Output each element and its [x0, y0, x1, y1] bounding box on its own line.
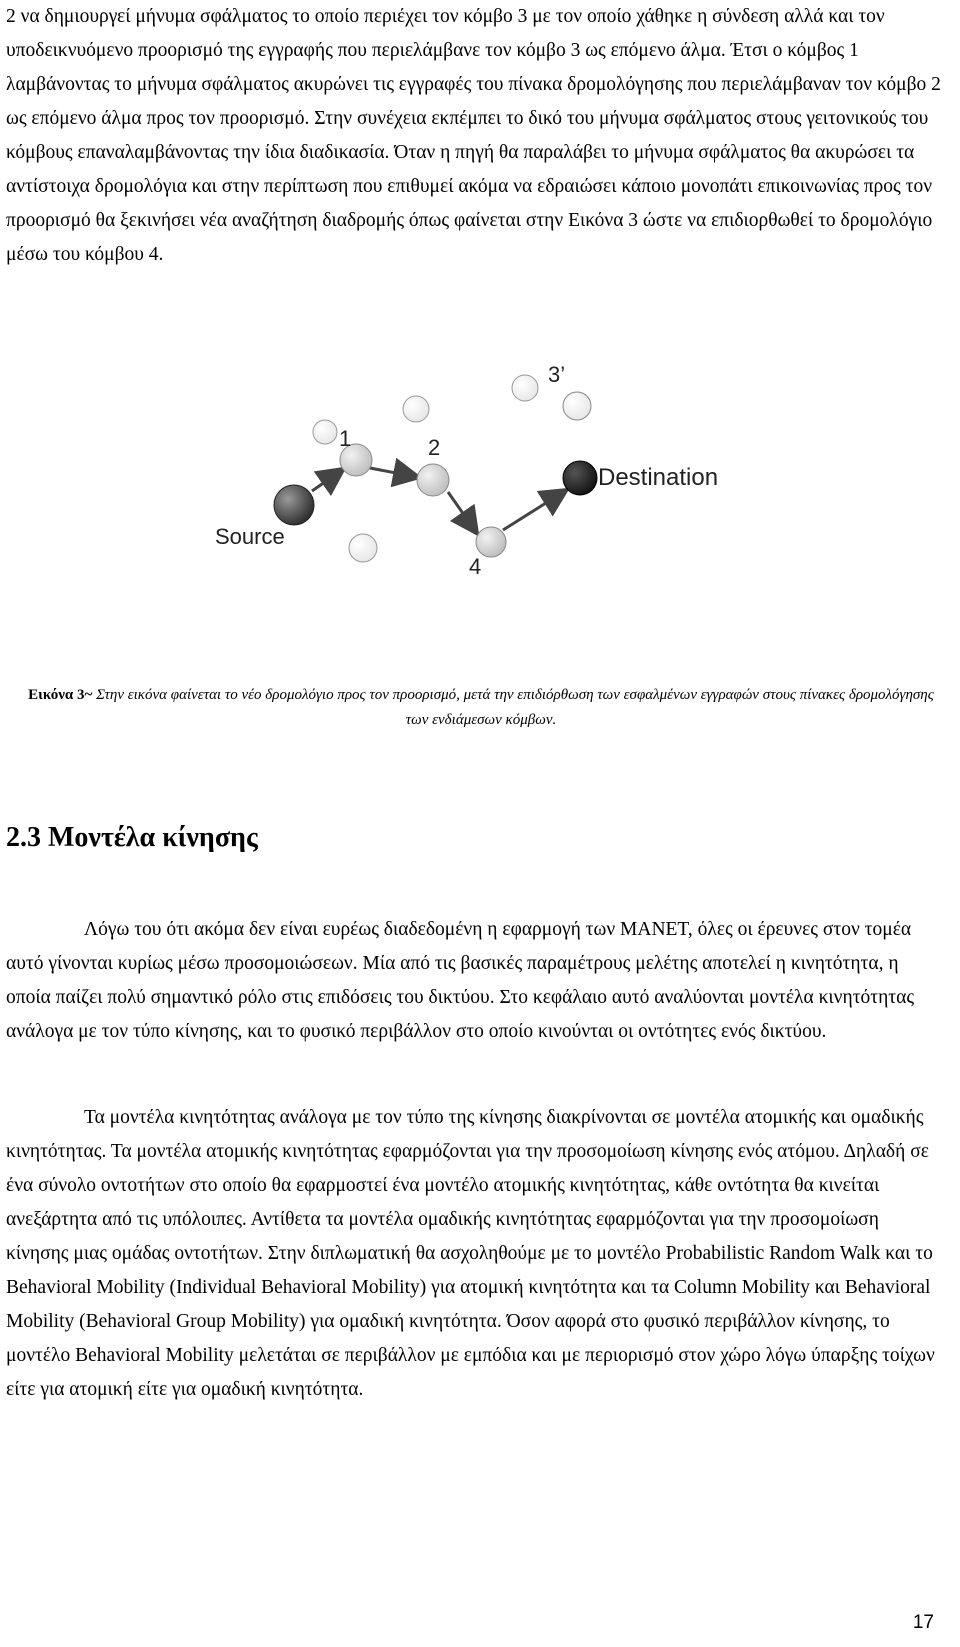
node-2-label: 2 — [428, 435, 441, 460]
idle-node — [349, 534, 377, 562]
caption-label: Εικόνα 3~ — [28, 687, 93, 703]
destination-node — [563, 461, 597, 495]
source-label: Source — [215, 524, 285, 549]
idle-node — [512, 375, 538, 401]
caption-text: Στην εικόνα φαίνεται το νέο δρομολόγιο προς τον προορισμό, μετά την επιδιόρθωση των εσφαλμένων εγγραφών στους πίνακες δρομολόγησης των ενδιάμεσων κόμβων. — [96, 687, 934, 728]
idle-node — [313, 420, 337, 444]
node-3-prime-label: 3’ — [548, 362, 566, 387]
node-3-prime — [563, 392, 591, 420]
node-4 — [476, 527, 506, 557]
page-number: 17 — [912, 1612, 934, 1633]
paragraph-mobility-intro: Λόγω του ότι ακόμα δεν είναι ευρέως διαδεδομένη η εφαρμογή των MANET, όλες οι έρευνες στον τομέα αυτό γίνονται κυρίως μέσω προσομοιώσεων. Μία από τις βασικές παραμέτρους μελέτης αποτελεί η κινητότητα, η οποία παίζει πολύ σημαντικό ρόλο στις επιδόσεις του δικτύου. Στο κεφάλαιο αυτό αναλύονται μοντέλα κινητότητας ανάλογα με τον τύπο κίνησης, και το φυσικό περιβάλλον στο οποίο κινούνται οι οντότητες ενός δικτύου. — [6, 919, 915, 1042]
arrow-2-to-4 — [448, 492, 476, 532]
idle-node — [403, 396, 429, 422]
node-1-label: 1 — [339, 426, 352, 451]
arrow-1-to-2 — [370, 468, 417, 477]
figure-caption — [16, 683, 946, 733]
source-node — [274, 485, 314, 525]
destination-label: Destination — [598, 464, 719, 491]
node-4-label: 4 — [469, 554, 482, 579]
section-heading: 2.3 Μοντέλα κίνησης — [6, 822, 258, 853]
paragraph-mobility-models: Τα μοντέλα κινητότητας ανάλογα με τον τύπο της κίνησης διακρίνονται σε μοντέλα ατομικής και ομαδικής κινητότητας. Τα μοντέλα ατομικής κινητότητας εφαρμόζονται για την προσομοίωση κίνησης ενός ατόμου. Δηλαδή σε ένα σύνολο οντοτήτων στο οποίο θα εφαρμοστεί ένα μοντέλο ατομικής κινητότητας, κάθε οντότητα θα κινείται ανεξάρτητα από τις υπόλοιπες. Αντίθετα τα μοντέλα ομαδικής κινητότητας εφαρμόζονται για την προσομοίωση κίνησης μιας ομάδας οντοτήτων. Στην διπλωματική θα ασχοληθούμε με το μοντέλο Probabilistic Random Walk και το Behavioral Mobility (Individual Behavioral Mobility) για ατομική κινητότητα και τα Column Mobility και Behavioral Mobility (Behavioral Group Mobility) για ομαδική κινητότητα. Όσον αφορά στο φυσικό περιβάλλον κίνησης, το μοντέλο Behavioral Mobility μελετάται σε περιβάλλον με εμπόδια και με περιορισμό στον χώρο λόγω ύπαρξης τοίχων είτε για ατομική είτε για ομαδική κινητότητα. — [6, 1107, 935, 1400]
paragraph-intro: 2 να δημιουργεί μήνυμα σφάλματος το οποίο περιέχει τον κόμβο 3 με τον οποίο χάθηκε η σύνδεση αλλά και τον υποδεικνυόμενο προορισμό της εγγραφής που περιελάμβανε τον κόμβο 3 ως επόμενο άλμα. Έτσι ο κόμβος 1 λαμβάνοντας το μήνυμα σφάλματος ακυρώνει τις εγγραφές του πίνακα δρομολόγησης που περιελάμβαναν τον κόμβο 2 ως επόμενο άλμα προς τον προορισμό. Στην συνέχεια εκπέμπει το δικό του μήνυμα σφάλματος στους γειτονικούς του κόμβους επαναλαμβάνοντας την ίδια διαδικασία. Όταν η πηγή θα παραλάβει το μήνυμα σφάλματος θα ακυρώσει τα αντίστοιχα δρομολόγια και στην περίπτωση που επιθυμεί ακόμα να εδραιώσει κάποιο μονοπάτι επικοινωνίας προς τον προορισμό θα ξεκινήσει νέα αναζήτηση διαδρομής όπως φαίνεται στην Εικόνα 3 ώστε να επιδιορθωθεί το δρομολόγιο μέσω του κόμβου 4. — [6, 6, 941, 265]
arrow-source-to-1 — [312, 470, 342, 491]
arrow-4-to-destination — [503, 491, 565, 530]
node-2 — [417, 464, 449, 496]
routing-repair-diagram — [0, 360, 960, 660]
